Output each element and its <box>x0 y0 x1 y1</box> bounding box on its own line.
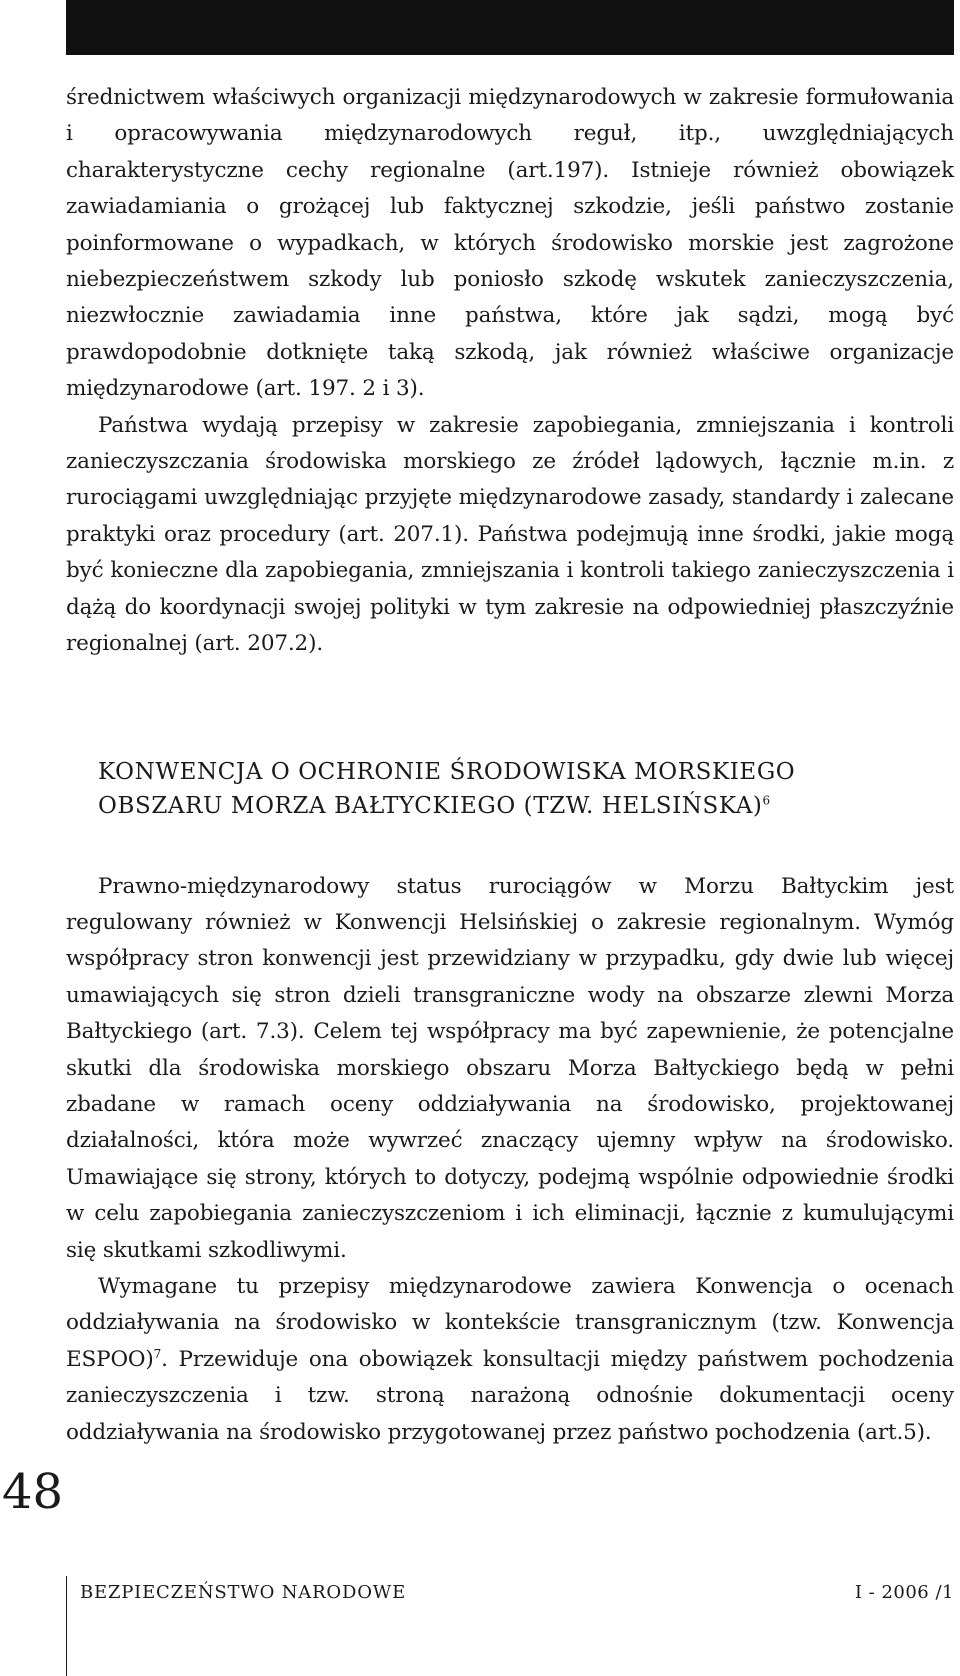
section-heading <box>98 755 954 823</box>
paragraph-espoo-part-2: . Przewiduje ona obowiązek konsultacji między państwem pochodzenia zanieczyszczenia i tzw. stroną narażoną odnośnie dokumentacji oceny oddziaływania na środowisko przygotowanej przez państwo pochodzenia (art.5). <box>66 1346 954 1445</box>
section-heading-line-1: KONWENCJA O OCHRONIE ŚRODOWISKA MORSKIEGO <box>98 758 796 785</box>
paragraph-espoo <box>66 1269 954 1451</box>
paragraph-land-based-sources: Państwa wydają przepisy w zakresie zapobiegania, zmniejszania i kontroli zanieczyszczania środowiska morskiego ze źródeł lądowych, łącznie m.in. z rurociągami uwzględniając przyjęte międzynarodowe zasady, standardy i zalecane praktyki oraz procedury (art. 207.1). Państwa podejmują inne środki, jakie mogą być konieczne dla zapobiegania, zmniejszania i kontroli takiego zanieczyszczenia i dążą do koordynacji swojej polityki w tym zakresie na odpowiedniej płaszczyźnie regionalnej (art. 207.2). <box>66 412 954 657</box>
footer-journal-title: BEZPIECZEŃSTWO NARODOWE <box>80 1582 407 1603</box>
footnote-ref-6[interactable]: 6 <box>762 792 771 807</box>
footnote-ref-7[interactable]: 7 <box>153 1346 162 1361</box>
page-body <box>66 80 954 1451</box>
paragraph-helsinki-status: Prawno-międzynarodowy status rurociągów w Morzu Bałtyckim jest regulowany również w Konwencji Helsińskiej o zakresie regionalnym. Wymóg współpracy stron konwencji jest przewidziany w przypadku, gdy dwie lub więcej umawiających się stron dzieli transgraniczne wody na obszarze zlewni Morza Bałtyckiego (art. 7.3). Celem tej współpracy ma być zapewnienie, że potencjalne skutki dla środowiska morskiego obszaru Morza Bałtyckiego będą w pełni zbadane w ramach oceny oddziaływania na środowisko, projektowanej działalności, która może wywrzeć znaczący ujemny wpływ na środowisko. Umawiające się strony, których to dotyczy, podejmą wspólnie odpowiednie środki w celu zapobiegania zanieczyszczeniom i ich eliminacji, łącznie z kumulującymi się skutkami szkodliwymi. <box>66 873 954 1263</box>
paragraph-espoo-part-1: Wymagane tu przepisy międzynarodowe zawiera Konwencja o ocenach oddziaływania na środowisko w kontekście transgranicznym (tzw. Konwencja ESPOO) <box>66 1273 954 1372</box>
page-number: 48 <box>2 1464 64 1520</box>
header-bar <box>66 0 954 55</box>
paragraph-continued: średnictwem właściwych organizacji międzynarodowych w zakresie formułowania i opracowywania międzynarodowych reguł, itp., uwzględniających charakterystyczne cechy regionalne (art.197). Istnieje również obowiązek zawiadamiania o grożącej lub faktycznej szkodzie, jeśli państwo zostanie poinformowane o wypadkach, w których środowisko morskie jest zagrożone niebezpieczeństwem szkody lub poniosło szkodę wskutek zanieczyszczenia, niezwłocznie zawiadamia inne państwa, które jak sądzi, mogą być prawdopodobnie dotknięte taką szkodą, jak również właściwe organizacje międzynarodowe (art. 197. 2 i 3). <box>66 85 954 402</box>
section-heading-line-2: OBSZARU MORZA BAŁTYCKIEGO (TZW. HELSIŃSKA) <box>98 792 763 819</box>
footer-issue: I - 2006 /1 <box>854 1582 954 1603</box>
footer-divider <box>66 1576 67 1676</box>
